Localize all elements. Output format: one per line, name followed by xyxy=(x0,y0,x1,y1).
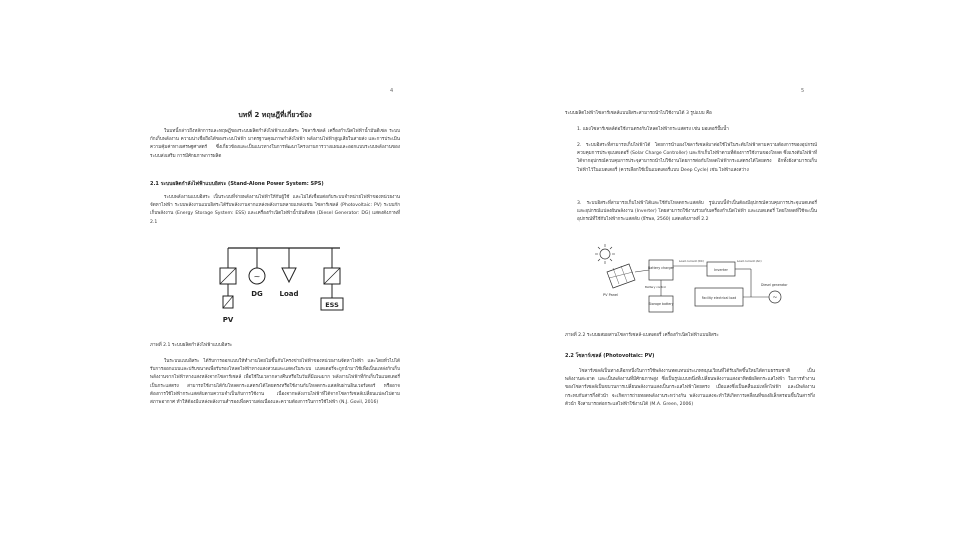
intro-paragraph: ในบทนี้กล่าวถึงหลักการและทฤษฎีของระบบผลิตกำลังไฟฟ้าแบบอิสระ โซลาร์เซลล์ เครื่องกำเนิดไฟฟ้าน้ำมันดีเซล ระบบกักเก็บพลังงาน ความน่าเชื่อถือได้ของระบบไฟฟ้า มาตรฐานคุณภาพกำลังไฟฟ้า พลังงานไฟฟ้าสูญเสียในสายส่ง และการประเมินความคุ้มค่าทางเศรษฐศาสตร์ ซึ่งเกี่ยวข้องและเป็นแนวทางในการพัฒนาโครงงานการวางแผนและออกแบบระบบพลังงานของระบบส่งเสริม การมีศักยภาพการผลิต xyxy=(150,129,400,159)
chapter-title: บทที่ 2 ทฤษฎีที่เกี่ยวข้อง xyxy=(238,111,312,119)
pv-panel-label: PV Panel xyxy=(603,293,619,297)
page-number: 5 xyxy=(801,88,805,94)
ess-label: ESS xyxy=(325,301,339,309)
list-item: 3. ระบบอิสระที่สามารถเก็บไฟฟ้าได้และใช้กับโหลดกระแสสลับ รูปแบบนี้จำเป็นต้องมีอุปกรณ์ควบคุมการประจุแบตเตอรี่และอุปกรณ์แปลงผันพลังงาน (Inverter) โดยสามารถใช้งานร่วมกับเครื่องกำเนิดไฟฟ้า และแบตเตอรี่ โดยโหลดที่ใช้จะเป็นอุปกรณ์ที่ใช้กับไฟฟ้ากระแสสลับ (ธีรพล, 2560) แสดงดังภาพที่ 2.2 xyxy=(577,201,817,223)
diesel-generator-label: Diesel generator xyxy=(761,283,788,287)
pv-panel-icon xyxy=(607,264,635,288)
left-page xyxy=(150,70,450,480)
page-number: 4 xyxy=(390,88,394,94)
hybrid-system-diagram xyxy=(593,242,793,326)
battery-charger-box xyxy=(649,260,673,280)
section-paragraph: โซลาร์เซลล์เป็นทางเลือกหนึ่งในการใช้พลังงานทดแทนประเภทหมุนเวียนที่ได้รับเกิดขึ้นใหม่ได้ตามธรรมชาติ เป็นพลังงานสะอาด และเป็นพลังงานที่มีศักยภาพสูง ซึ่งเป็นรูปแบบหนึ่งที่เปลี่ยนพลังงานแสงอาทิตย์ผลิตกระแสไฟฟ้า ในการทำงานของโซลาร์เซลล์เป็นขบวนการเปลี่ยนพลังงานแสงเป็นกระแสไฟฟ้าโดยตรง เมื่อแสงซึ่งเป็นคลื่นแม่เหล็กไฟฟ้า และมีพลังงานกระทบกับสารกึ่งตัวนำ จะเกิดการถ่ายทอดพลังงานระหว่างกัน พลังงานแสงจะทำให้เกิดการเคลื่อนที่ของอิเล็กตรอนขึ้นในสารกึ่งตัวนำ จึงสามารถต่อกระแสไฟฟ้าใช้งานได้ (M.A. Green, 2006) xyxy=(565,369,815,407)
facility-load-label: Facility electrical load xyxy=(701,296,737,300)
sun-icon xyxy=(600,249,610,259)
load-current-ac-label: Load current (AC) xyxy=(737,259,762,263)
section-heading: 2.1 ระบบผลิตกำลังไฟฟ้าแบบอิสระ (Stand-Alone Power System: SPS) xyxy=(150,181,324,187)
storage-battery-label: Storage battery xyxy=(648,302,674,306)
svg-text:~: ~ xyxy=(253,272,261,281)
battery-charger-label: Battery charger xyxy=(648,266,674,270)
sps-diagram xyxy=(210,240,360,332)
closing-paragraph: ในระบบแบบอิสระ ได้รับการออกแบบให้ทำงานโดยไม่ขึ้นกับโครงข่ายไฟฟ้าของหน่วยงานจัดหาไฟฟ้า และโดยทั่วไปได้รับการออกแบบและปรับขนาดเพื่อรับรองโหลดไฟฟ้าทางแสงสวนและแสดงในระบบ แบตเตอรี่จะถูกนำมาใช้เพื่อเป็นแหล่งกักเก็บพลังงานจากไฟฟ้าทางแสงหลังจากโซลาร์เซลล์ เพื่อใช้ในเวลากลางคืนหรือในวันที่มีเมฆมาก พลังงานไฟฟ้าที่กักเก็บในแบตเตอรี่เป็นกระแสตรง สามารถใช้งานได้กับโหลดกระแสตรงได้โดยตรงหรือใช้งานกับโหลดกระแสสลับผ่านอินเวอร์เตอร์ หรืออาจต้องการใช้ไฟฟ้ากระแสสลับตามความจำเป็นกับการใช้งาน เนื่องจากพลังงานไฟฟ้าที่ได้จากโซลาร์เซลล์เปลี่ยนแปลงไปตามสภาพอากาศ ทำให้ต้องมีแหล่งพลังงานสำรองเพื่อความต่อเนื่องและความต้องการในการใช้ไฟฟ้า (N.J. Govil, 2016) xyxy=(150,359,400,406)
section-heading: 2.2 โซลาร์เซลล์ (Photovoltaic: PV) xyxy=(565,353,655,359)
right-intro: ระบบผลิตไฟฟ้าโซลาร์เซลล์แบบอิสระสามารถนำไปใช้งานได้ 3 รูปแบบ คือ xyxy=(565,111,712,116)
list-item: 1. แผงโซลาร์เซลล์ต่อใช้งานตรงกับโหลดไฟฟ้ากระแสตรง เช่น มอเตอร์ปั๊มน้ำ xyxy=(577,127,729,132)
figure-caption: ภาพที่ 2.2 ระบบผสมผสานโซลาร์เซลล์-แบตเตอรี่ เครื่องกำเนิดไฟฟ้าแบบอิสระ xyxy=(565,333,719,338)
load-current-dc-label: Load current (DC) xyxy=(679,259,704,263)
figure-caption: ภาพที่ 2.1 ระบบผลิตกำลังไฟฟ้าแบบอิสระ xyxy=(150,343,233,348)
load-label: Load xyxy=(279,290,299,298)
section-paragraph: ระบบพลังงานแบบอิสระ เป็นระบบที่จ่ายพลังงานไฟฟ้าให้กับผู้ใช้ และไม่ได้เชื่อมต่อกับระบบจำหน่ายไฟฟ้าของหน่วยงานจัดหาไฟฟ้า ระบบพลังงานแบบอิสระได้รับพลังงานจากแหล่งพลังงานหลายแหล่งเช่น โซลาร์เซลล์ (Photovoltaic: PV) ระบบกักเก็บพลังงาน (Energy Storage System: ESS) และเครื่องกำเนิดไฟฟ้าน้ำมันดีเซล (Diesel Generator: DG) แสดงดังภาพที่ 2.1 xyxy=(150,195,400,225)
pv-label: PV xyxy=(222,316,234,324)
right-page xyxy=(565,70,865,480)
inverter-label: Inverter xyxy=(714,268,728,272)
dg-label: DG xyxy=(251,290,263,298)
list-item: 2. ระบบอิสระที่สามารถเก็บไฟฟ้าได้ โดยการนำแผงโซลาร์เซลล์มาต่อใช้ไฟในระดับไฟฟ้าตามความต้องการของอุปกรณ์ควบคุมการประจุแบตเตอรี่ (Solar Charge Controller) และกักเก็บไฟฟ้าตามที่ต้องการใช้งานของโหลด ซึ่งแรงดันไฟฟ้าที่ได้จากอุปกรณ์ควบคุมการประจุสามารถนำไปใช้งานโดยการต่อกับโหลดไฟฟ้ากระแสตรงได้โดยตรง อีกทั้งยังสามารถเก็บไฟฟ้าไว้ในแบตเตอรี่ (ควรเลือกใช้เป็นแบตเตอรี่แบบ Deep Cycle) เช่น ไฟฟ้าแสงสว่าง xyxy=(577,143,817,173)
battery-control-label: Battery control xyxy=(645,285,666,289)
svg-text:~: ~ xyxy=(772,294,778,301)
load-icon xyxy=(282,268,296,282)
